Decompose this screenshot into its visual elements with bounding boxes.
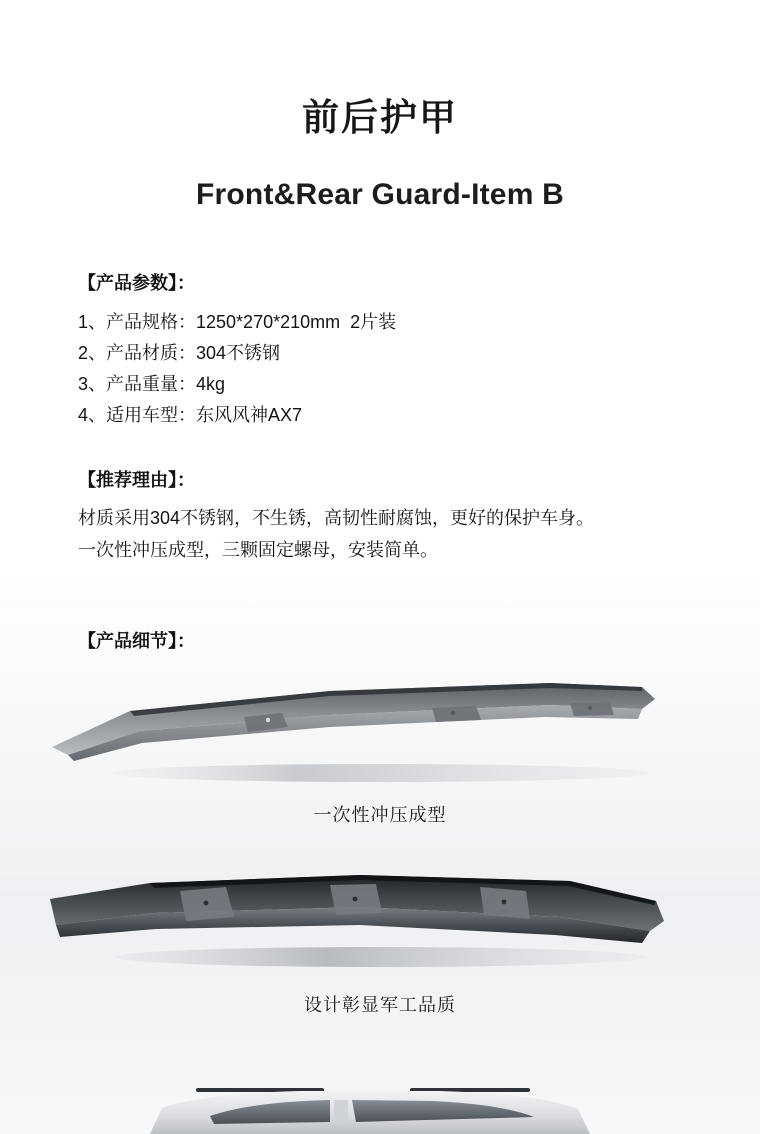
spec-line-vehicle: 4、适用车型：东风风神AX7 [78, 404, 303, 425]
spec-line-weight: 3、产品重量：4kg [78, 373, 226, 394]
spec-line-size: 1、产品规格：1250*270*210mm 2片装 [78, 311, 397, 332]
specification-block [0, 268, 760, 430]
figure-stamped-guard [0, 665, 760, 827]
guard-bar-illustration-2 [30, 855, 730, 985]
detail-heading: 【产品细节】： [78, 631, 195, 652]
guard-bar-illustration-1 [30, 665, 730, 795]
title-block [0, 0, 760, 212]
recommendation-line-1: 材质采用304不锈钢，不生锈，高韧性耐腐蚀，更好的保护车身。 [78, 508, 595, 529]
detail-block [0, 626, 760, 657]
recommendation-block [0, 465, 760, 567]
product-image-1 [0, 665, 760, 795]
suv-illustration [0, 1082, 760, 1134]
product-image-2 [0, 855, 760, 985]
specification-heading: 【产品参数】： [78, 273, 195, 294]
page-title-en: Front&Rear Guard-Item B [196, 178, 564, 212]
vehicle-photo-partial [0, 1082, 760, 1134]
figure-caption-1: 一次性冲压成型 [313, 804, 447, 825]
spec-line-material: 2、产品材质：304不锈钢 [78, 342, 281, 363]
figure-caption-2: 设计彰显军工品质 [304, 994, 456, 1015]
recommendation-line-2: 一次性冲压成型，三颗固定螺母，安装简单。 [78, 539, 438, 560]
figure-military-quality [0, 855, 760, 1017]
recommendation-heading: 【推荐理由】： [78, 469, 195, 490]
page-title-cn: 前后护甲 [302, 97, 458, 138]
